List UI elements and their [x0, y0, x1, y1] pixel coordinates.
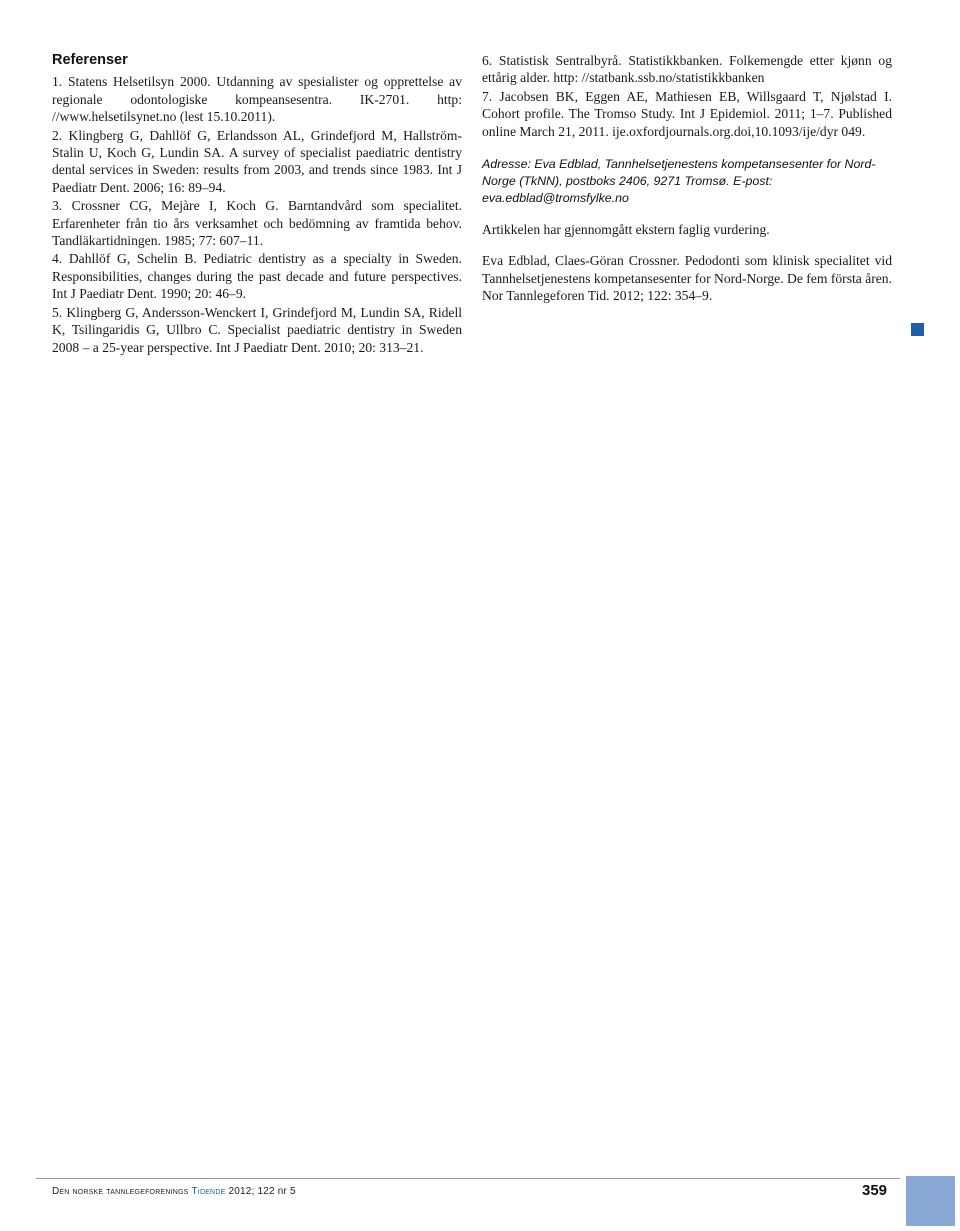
references-heading: Referenser	[52, 52, 128, 68]
article-citation: Eva Edblad, Claes-Göran Crossner. Pedodonti som klinisk specialitet vid Tannhelsetjenestens kompetansesenter for Nord-Norge. De fem första åren. Nor Tannlegeforen Tid. 2012; 122: 354–9.	[482, 253, 892, 304]
reference-item: 2. Klingberg G, Dahllöf G, Erlandsson AL, Grindefjord M, Hallström-Stalin U, Koch G, Lundin SA. A survey of specialist paediatric dentistry dental services in Sweden: results from 2003, and trends since 1983. Int J Paediatr Dent. 2006; 16: 89–94.	[52, 127, 462, 195]
corner-color-block	[906, 1176, 955, 1226]
journal-name: Tidende	[191, 1186, 226, 1197]
author-address: Adresse: Eva Edblad, Tannhelsetjenestens kompetansesenter for Nord-Norge (TkNN), postboks 2406, 9271 Tromsø. E-post: eva.edblad@tromsfylke.no	[482, 157, 876, 206]
reference-item: 3. Crossner CG, Mejàre I, Koch G. Barntandvård som specialitet. Erfarenheter från tio års verksamhet och bedömning av framtida behov. Tandläkartidningen. 1985; 77: 607–11.	[52, 198, 462, 249]
footer-divider	[36, 1178, 900, 1179]
page-number: 359	[862, 1182, 888, 1199]
footer-journal-line	[52, 1186, 296, 1197]
reference-item: 6. Statistisk Sentralbyrå. Statistikkbanken. Folkemengde etter kjønn og ettårig alder. http: //statbank.ssb.no/statistikkbanken	[482, 53, 892, 86]
reference-item: 1. Statens Helsetilsyn 2000. Utdanning av spesialister og opprettelse av regionale odontologiske kompeansesentra. IK-2701. http: //www.helsetilsynet.no (lest 15.10.2011).	[52, 74, 462, 125]
issue-info: 2012; 122 nr 5	[228, 1186, 296, 1197]
reference-item: 4. Dahllöf G, Schelin B. Pediatric dentistry as a specialty in Sweden. Responsibilities, changes during the past decade and future perspectives. Int J Paediatr Dent. 1990; 20: 46–9.	[52, 251, 462, 302]
reference-item: 5. Klingberg G, Andersson-Wenckert I, Grindefjord M, Lundin SA, Ridell K, Tsilingaridis G, Ullbro C. Specialist paediatric dentistry in Sweden 2008 – a 25-year perspective. Int J Paediatr Dent. 2010; 20: 313–21.	[52, 304, 462, 355]
right-column	[482, 52, 892, 319]
end-of-article-marker	[911, 323, 924, 336]
review-note: Artikkelen har gjennomgått ekstern faglig vurdering.	[482, 222, 770, 238]
left-column	[52, 52, 462, 357]
reference-item: 7. Jacobsen BK, Eggen AE, Mathiesen EB, Willsgaard T, Njølstad I. Cohort profile. The Tromso Study. Int J Epidemiol. 2011; 1–7. Published online March 21, 2011. ije.oxfordjournals.org.doi,10.1093/ije/dyr 049.	[482, 88, 892, 139]
journal-prefix: Den norske tannlegeforenings	[52, 1186, 189, 1197]
